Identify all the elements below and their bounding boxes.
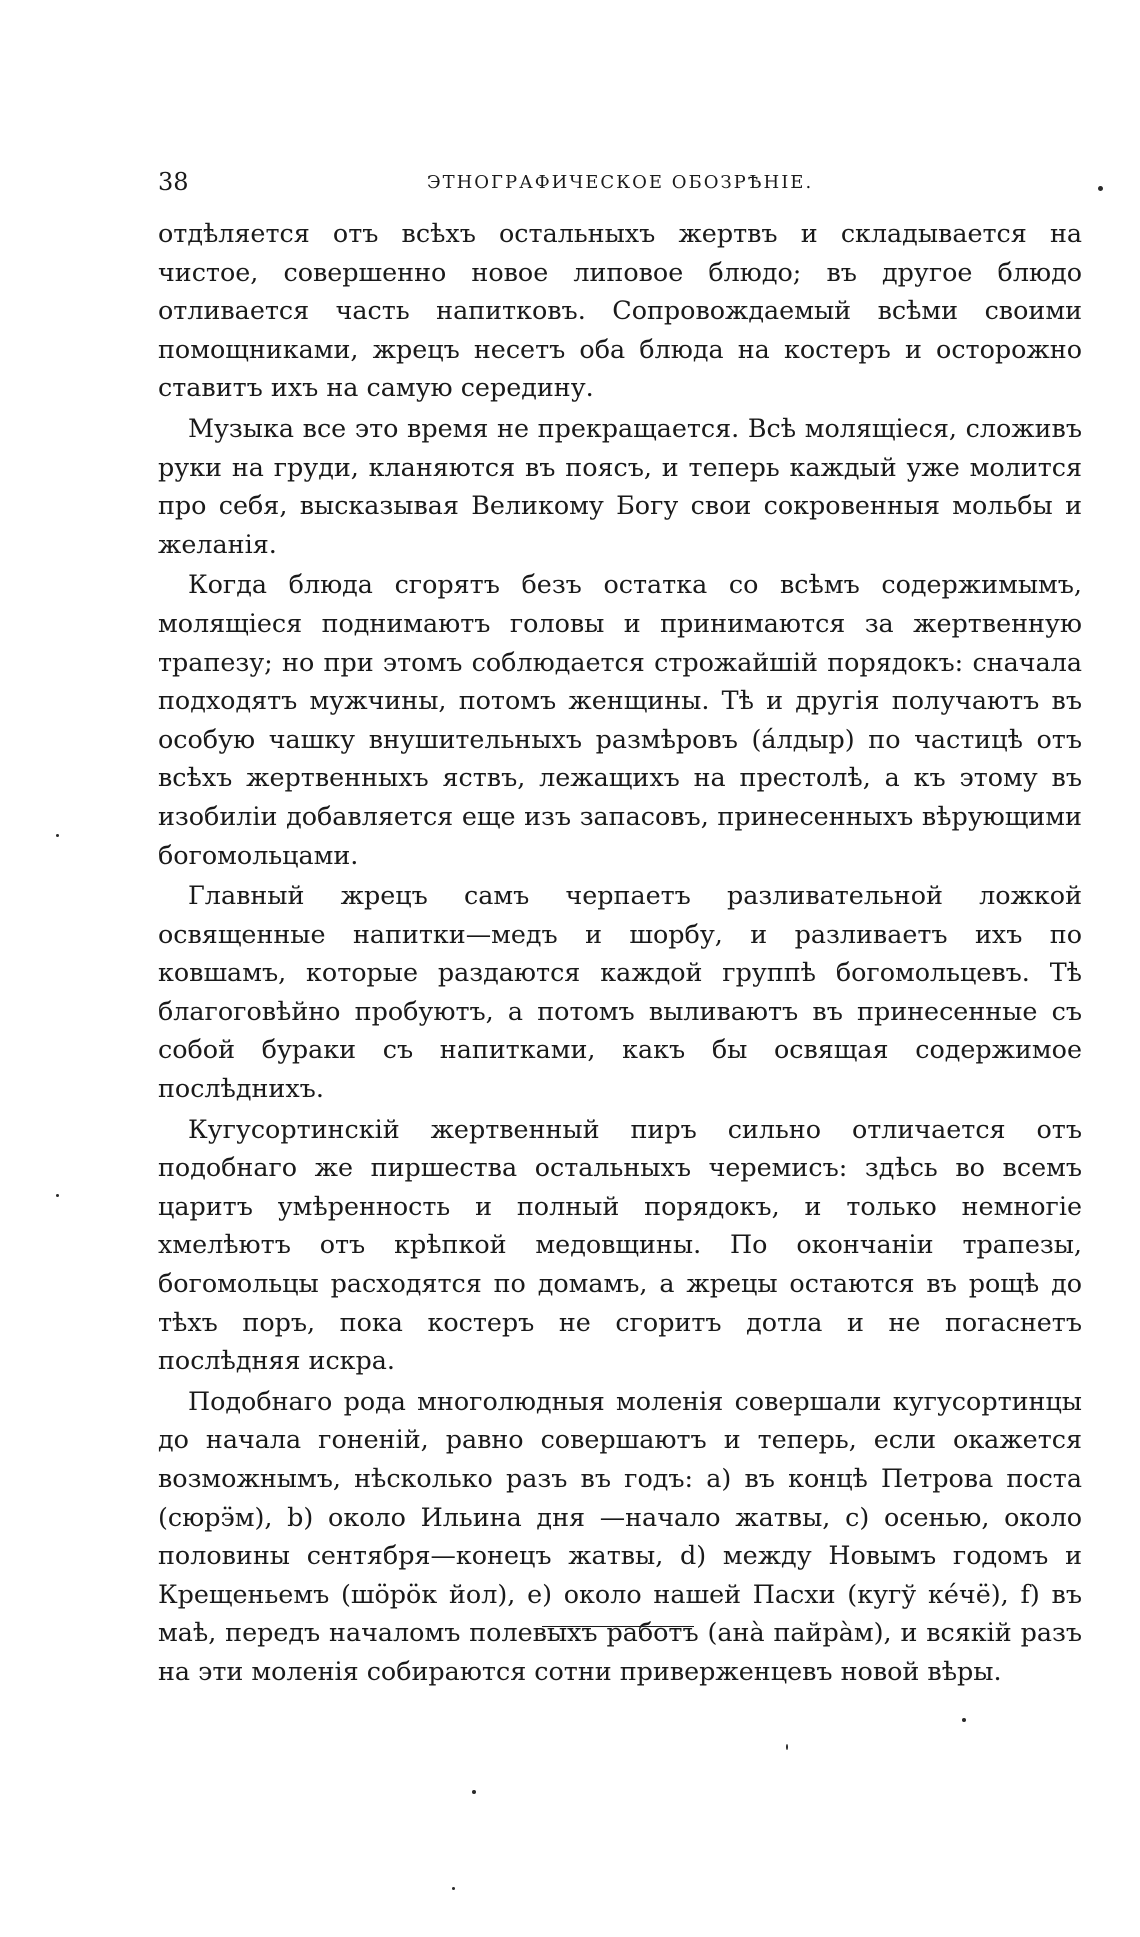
paragraph-3: Когда блюда сгорятъ безъ остатка со всѣмъ содержимымъ, молящіеся поднимаютъ головы и принимаются за жертвенную трапезу; но при этомъ соблюдается строжайшій порядокъ: сначала подходятъ мужчины, потомъ женщины. Тѣ и другія получаютъ въ особую чашку внушительныхъ размѣровъ (а́лдыр) по частицѣ отъ всѣхъ жертвенныхъ яствъ, лежащихъ на престолѣ, а къ этому въ изобиліи добавляется еще изъ запасовъ, принесенныхъ вѣрующими богомольцами.: [158, 569, 1082, 870]
page-number: 38: [158, 168, 189, 196]
scan-speck: [56, 834, 59, 837]
scan-speck: [452, 1887, 455, 1890]
paragraph-4: Главный жрецъ самъ черпаетъ разливательной ложкой освященные напитки—медъ и шорбу, и разливаетъ ихъ по ковшамъ, которые раздаются каждой группѣ богомольцевъ. Тѣ благоговѣйно пробуютъ, а потомъ выливаютъ въ принесенные съ собой бураки съ напитками, какъ бы освящая содержимое послѣднихъ.: [158, 880, 1082, 1104]
paragraph-6: Подобнаго рода многолюдныя моленія совершали кугусортинцы до начала гоненій, равно совершаютъ и теперь, если окажется возможнымъ, нѣсколько разъ въ годъ: а) въ концѣ Петрова поста (сюрӭм), b) около Ильина дня —начало жатвы, с) осенью, около половины сентября—конецъ жатвы, d) между Новымъ годомъ и Крещеньемъ (шӧрӧк йол), е) около нашей Пасхи (кугў ке́чё), f) въ маѣ, передъ началомъ полевыхъ работъ (ана̀ пайра̀м), и всякій разъ на эти моленія собираются сотни приверженцевъ новой вѣры.: [158, 1385, 1082, 1686]
scan-speck: [56, 1194, 59, 1197]
running-head: [158, 164, 1082, 200]
scan-speck: [786, 1744, 788, 1750]
body-text: [158, 214, 1082, 1693]
scan-speck: [962, 1718, 966, 1722]
paragraph-1: отдѣляется отъ всѣхъ остальныхъ жертвъ и складывается на чистое, совершенно новое липовое блюдо; въ другое блюдо отливается часть напитковъ. Сопровождаемый всѣми своими помощниками, жрецъ несетъ оба блюда на костеръ и осторожно ставитъ ихъ на самую середину.: [158, 218, 1082, 403]
scan-speck: [472, 1790, 476, 1794]
section-end-rule: [542, 1626, 694, 1627]
scan-speck: [1098, 186, 1103, 191]
journal-title: ЭТНОГРАФИЧЕСКОЕ ОБОЗРѢНІЕ.: [426, 172, 814, 193]
paragraph-5: Кугусортинскій жертвенный пиръ сильно отличается отъ подобнаго же пиршества остальныхъ черемисъ: здѣсь во всемъ царитъ умѣренность и полный порядокъ, и только немногіе хмелѣютъ отъ крѣпкой медовщины. По окончаніи трапезы, богомольцы расходятся по домамъ, а жрецы остаются въ рощѣ до тѣхъ поръ, пока костеръ не сгоритъ дотла и не погаснетъ послѣдняя искра.: [158, 1113, 1082, 1376]
paragraph-2: Музыка все это время не прекращается. Всѣ молящіеся, сложивъ руки на груди, кланяются въ поясъ, и теперь каждый уже молится про себя, высказывая Великому Богу свои сокровенныя мольбы и желанія.: [158, 412, 1082, 559]
